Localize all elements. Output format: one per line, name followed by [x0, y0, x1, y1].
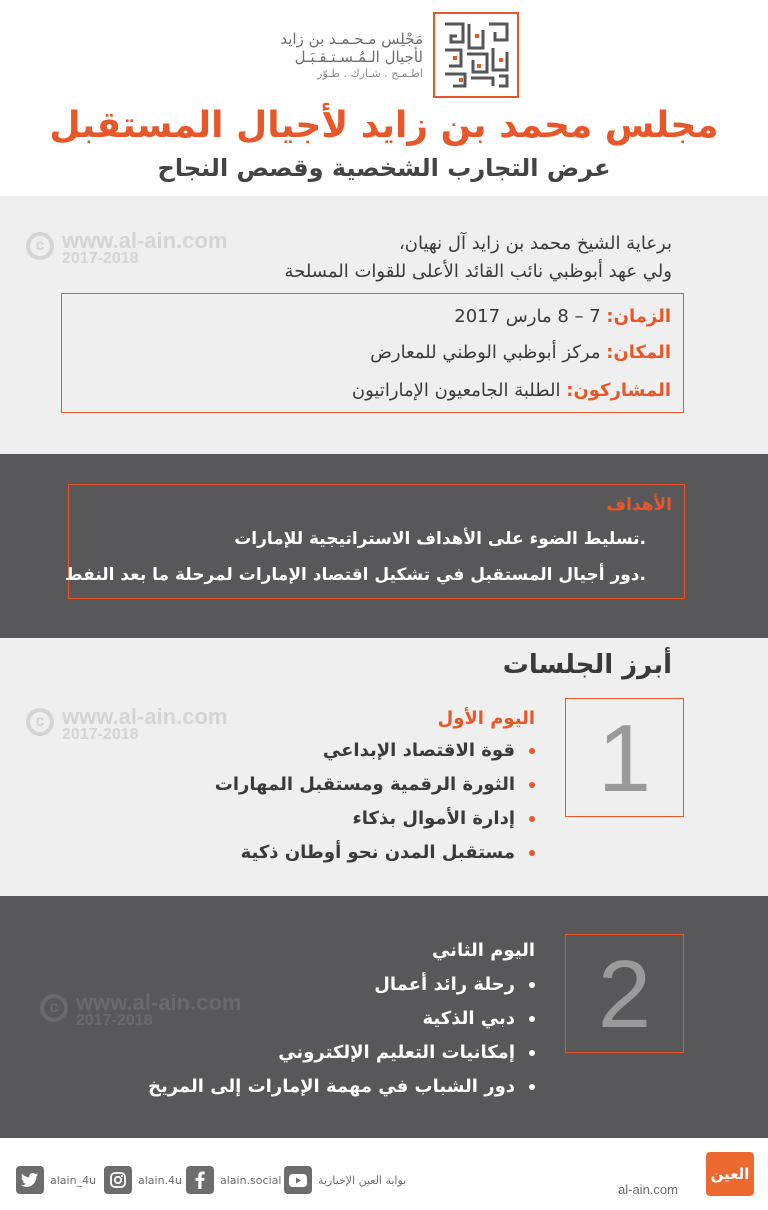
- copyright-icon: c: [26, 708, 54, 736]
- youtube-icon: [284, 1166, 312, 1194]
- bullet-icon: [529, 748, 535, 754]
- council-logo-icon: [433, 12, 519, 98]
- session-title: رحلة رائد أعمال: [374, 974, 515, 995]
- time-label: الزمان:: [606, 306, 671, 327]
- session-title: إمكانيات التعليم الإلكتروني: [278, 1042, 515, 1063]
- list-item: [374, 974, 535, 995]
- day1-number-box: 1: [565, 698, 684, 817]
- list-item: [148, 1076, 535, 1097]
- day2-number-box: 2: [565, 934, 684, 1053]
- day2-title: اليوم الثاني: [431, 940, 535, 961]
- facebook-link[interactable]: [186, 1166, 281, 1194]
- bullet-icon: [529, 850, 535, 856]
- list-item: [323, 740, 535, 761]
- goals-box: [64, 484, 685, 599]
- list-item: [241, 842, 535, 863]
- participants-label: المشاركون:: [566, 380, 671, 401]
- twitter-handle: alain_4u: [50, 1173, 97, 1187]
- watermark-url: www.al-ain.com: [62, 704, 228, 729]
- copyright-icon: c: [40, 994, 68, 1022]
- bullet-icon: [529, 816, 535, 822]
- session-title: دور الشباب في مهمة الإمارات إلى المريخ: [148, 1076, 515, 1097]
- watermark-years: 2017-2018: [76, 1012, 153, 1029]
- logo-tagline: اطـمـح . شـارك . طـوّر: [317, 67, 423, 80]
- session-title: إدارة الأموال بذكاء: [352, 808, 515, 829]
- event-info-box: [61, 293, 684, 413]
- sessions-title: أبرز الجلسات: [502, 650, 672, 680]
- council-logo-text: [280, 30, 423, 82]
- twitter-icon: [16, 1166, 44, 1194]
- watermark-url: www.al-ain.com: [62, 228, 228, 253]
- page-title: مجلس محمد بن زايد لأجيال المستقبل: [49, 105, 719, 146]
- bullet-icon: [529, 1084, 535, 1090]
- instagram-link[interactable]: [104, 1166, 182, 1194]
- list-item: [278, 1042, 535, 1063]
- logo-line-2: لأجيال الـمُـسـتـقـبَـل: [294, 48, 423, 66]
- instagram-handle: alain.4u: [138, 1173, 183, 1187]
- twitter-link[interactable]: [16, 1166, 96, 1194]
- session-title: دبي الذكية: [422, 1008, 515, 1029]
- participants-row: [352, 380, 671, 401]
- sessions-day2-section: [0, 896, 768, 1138]
- page-subtitle: عرض التجارب الشخصية وقصص النجاح: [157, 154, 611, 182]
- goal-item: .دور أجيال المستقبل في تشكيل اقتصاد الإمارات لمرحلة ما بعد النفط: [64, 565, 646, 585]
- list-item: [422, 1008, 535, 1029]
- goal-item: .تسليط الضوء على الأهداف الاستراتيجية للإمارات: [234, 529, 646, 549]
- time-value: 7 – 8 مارس 2017: [454, 306, 601, 327]
- participants-value: الطلبة الجامعيون الإماراتيون: [351, 380, 561, 401]
- header: [0, 0, 768, 196]
- session-title: قوة الاقتصاد الإبداعي: [322, 740, 515, 761]
- logo-line-1: مَجْلِس مـحـمـد بن زايد: [280, 30, 423, 48]
- copyright-icon: c: [26, 232, 54, 260]
- place-value: مركز أبوظبي الوطني للمعارض: [370, 342, 601, 363]
- al-ain-logo: العين: [706, 1152, 754, 1196]
- watermark-years: 2017-2018: [62, 250, 139, 267]
- session-title: الثورة الرقمية ومستقبل المهارات: [214, 774, 515, 795]
- intro-line-2: ولي عهد أبوظبي نائب القائد الأعلى للقوات المسلحة: [284, 261, 672, 282]
- instagram-icon: [104, 1166, 132, 1194]
- place-label: المكان:: [606, 342, 671, 363]
- facebook-handle: alain.social: [220, 1173, 282, 1187]
- place-row: [370, 342, 671, 363]
- logo-grid-icon: [443, 22, 509, 88]
- goals-section: [0, 454, 768, 638]
- session-title: مستقبل المدن نحو أوطان ذكية: [240, 842, 515, 863]
- intro-section: [0, 196, 768, 454]
- watermark-years: 2017-2018: [62, 726, 139, 743]
- bullet-icon: [529, 1016, 535, 1022]
- intro-text: [285, 230, 672, 286]
- bullet-icon: [529, 1050, 535, 1056]
- list-item: [353, 808, 535, 829]
- youtube-link[interactable]: [284, 1166, 406, 1194]
- bullet-icon: [529, 782, 535, 788]
- intro-line-1: برعاية الشيخ محمد بن زايد آل نهيان،: [398, 233, 672, 254]
- time-row: [454, 306, 671, 327]
- youtube-channel: بوابة العين الإخبارية: [318, 1173, 407, 1187]
- list-item: [215, 774, 535, 795]
- watermark-url: www.al-ain.com: [76, 990, 242, 1015]
- goals-title: الأهداف: [606, 495, 672, 515]
- bullet-icon: [529, 982, 535, 988]
- footer: [0, 1138, 768, 1210]
- sessions-day1-section: [0, 638, 768, 896]
- facebook-icon: [186, 1166, 214, 1194]
- site-url[interactable]: al-ain.com: [618, 1182, 678, 1197]
- day1-title: اليوم الأول: [437, 708, 535, 729]
